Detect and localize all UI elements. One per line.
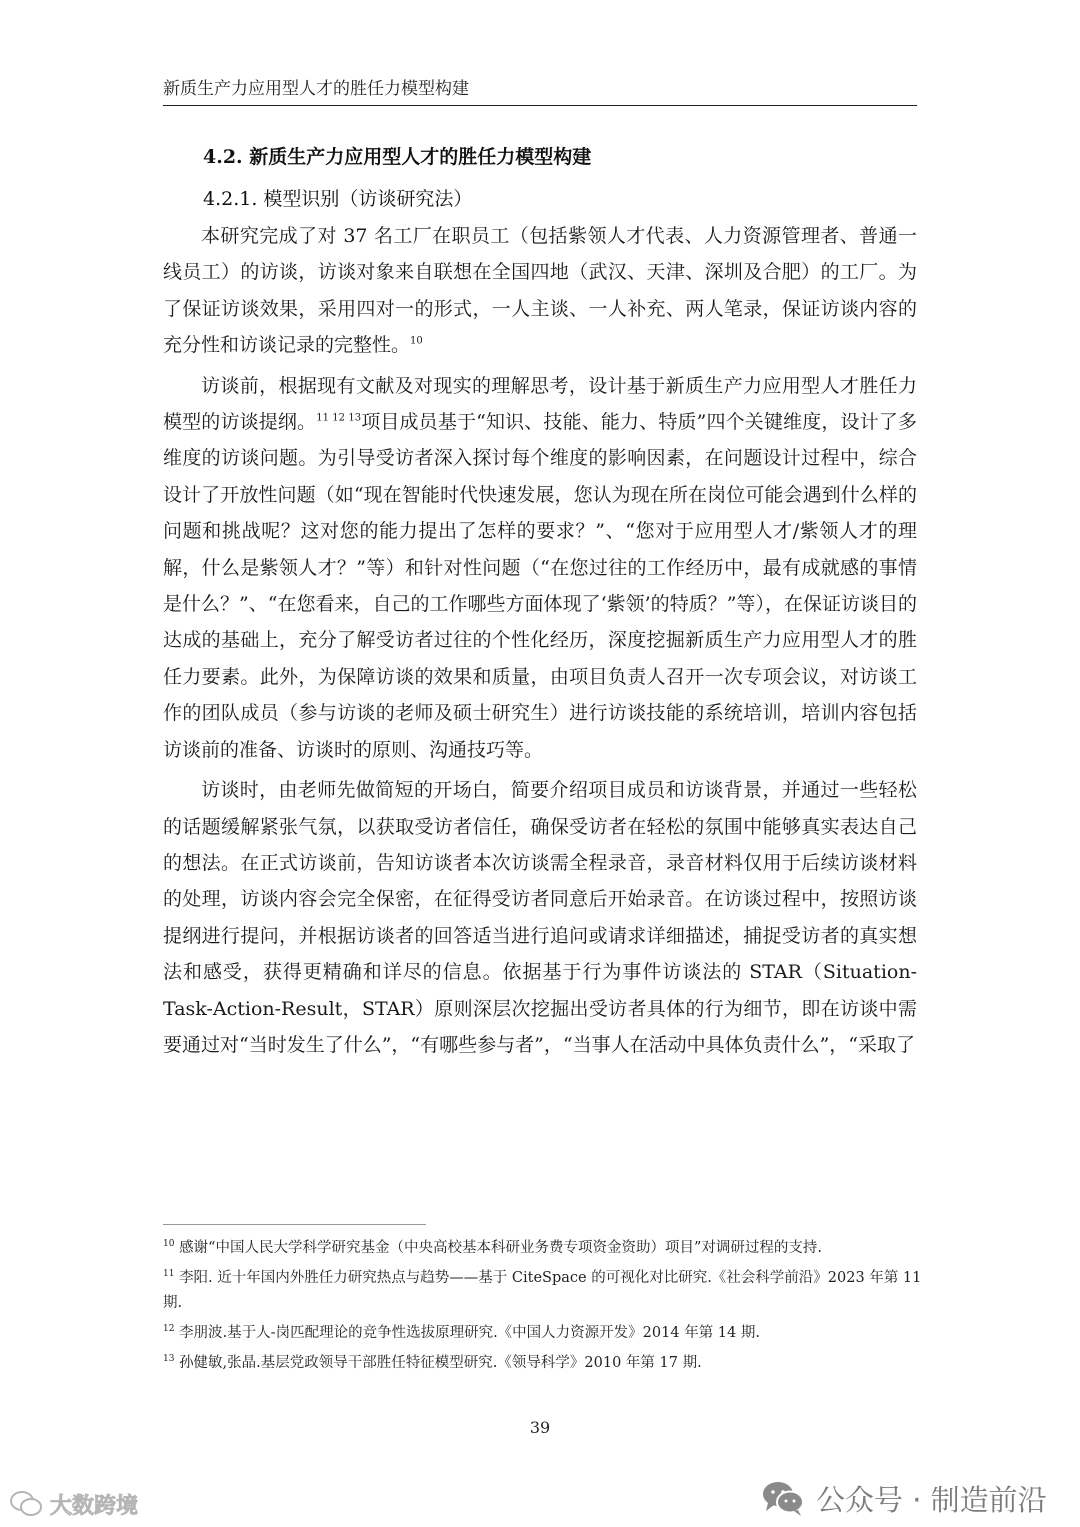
footnote-text: 感谢“中国人民大学科学研究基金（中央高校基本科研业务费专项资金资助）项目”对调研过程的支持. <box>179 1240 822 1256</box>
footnote-text: 李阳. 近十年国内外胜任力研究热点与趋势——基于 CiteSpace 的可视化对比研究.《社会科学前沿》2023 年第 11 期. <box>163 1270 922 1311</box>
paragraph-3-text: 访谈时，由老师先做简短的开场白，简要介绍项目成员和访谈背景，并通过一些轻松的话题缓解紧张气氛，以获取受访者信任，确保受访者在轻松的氛围中能够真实表达自己的想法。在正式访谈前，告知访谈者本次访谈需全程录音，录音材料仅用于后续访谈材料的处理，访谈内容会完全保密，在征得受访者同意后开始录音。在访谈过程中，按照访谈提纲进行提问，并根据访谈者的回答适当进行追问或请求详细描述，捕捉受访者的真实想法和感受，获得更精确和详尽的信息。依据基于行为事件访谈法的 STAR（Situation-Task-Action-Result，STAR）原则深层次挖掘出受访者具体的行为细节，即在访谈中需要通过对“当时发生了什么”，“有哪些参与者”，“当事人在活动中具体负责什么”，“采取了 <box>163 779 917 1056</box>
footnote-11 <box>163 1266 923 1316</box>
paragraph-1 <box>163 218 917 364</box>
footnote-text: 李朋波.基于人-岗匹配理论的竞争性选拔原理研究.《中国人力资源开发》2014 年第 14 期. <box>179 1325 760 1341</box>
watermark-text: 公众号 · 制造前沿 <box>816 1482 1047 1517</box>
wechat-icon <box>8 1489 44 1519</box>
footnote-divider <box>163 1224 426 1225</box>
wechat-icon <box>760 1478 806 1518</box>
paragraph-1-text: 本研究完成了对 37 名工厂在职员工（包括紫领人才代表、人力资源管理者、普通一线员工）的访谈，访谈对象来自联想在全国四地（武汉、天津、深圳及合肥）的工厂。为了保证访谈效果，采用四对一的形式，一人主谈、一人补充、两人笔录，保证访谈内容的充分性和访谈记录的完整性。 <box>163 225 917 357</box>
footnote-number: 10 <box>163 1239 175 1250</box>
running-title: 新质生产力应用型人才的胜任力模型构建 <box>163 79 469 99</box>
watermark-brand <box>8 1487 138 1521</box>
footnote-ref-10: 10 <box>410 335 423 347</box>
footnote-refs-11-13: 11 12 13 <box>316 412 362 424</box>
body-text <box>163 218 917 1067</box>
footnote-number: 12 <box>163 1324 175 1335</box>
footnote-number: 11 <box>163 1269 175 1280</box>
paragraph-2-text-b: 项目成员基于“知识、技能、能力、特质”四个关键维度，设计了多维度的访谈问题。为引导受访者深入探讨每个维度的影响因素，在问题设计过程中，综合设计了开放性问题（如“现在智能时代快速发展，您认为现在所在岗位可能会遇到什么样的问题和挑战呢？这对您的能力提出了怎样的要求？”、“您对于应用型人才/紫领人才的理解，什么是紫领人才？”等）和针对性问题（“在您过往的工作经历中，最有成就感的事情是什么？”、“在您看来，自己的工作哪些方面体现了‘紫领’的特质？”等），在保证访谈目的达成的基础上，充分了解受访者过往的个性化经历，深度挖掘新质生产力应用型人才的胜任力要素。此外，为保障访谈的效果和质量，由项目负责人召开一次专项会议，对访谈工作的团队成员（参与访谈的老师及硕士研究生）进行访谈技能的系统培训，培训内容包括访谈前的准备、访谈时的原则、沟通技巧等。 <box>163 411 918 761</box>
subsection-heading: 4.2.1. 模型识别（访谈研究法） <box>203 188 473 210</box>
watermark-wechat-account <box>760 1474 1047 1522</box>
running-header <box>163 74 917 106</box>
footnote-number: 13 <box>163 1354 175 1365</box>
page-number: 39 <box>529 1418 551 1437</box>
footnotes <box>163 1236 923 1381</box>
paragraph-2-text-a: 访谈前，根据现有文献及对现实的理解思考，设计基于新质生产力应用型人才胜任力模型的访谈提纲。 <box>163 374 917 434</box>
footnote-13 <box>163 1351 923 1376</box>
footnote-12 <box>163 1321 923 1346</box>
watermark-text: 大数跨境 <box>50 1493 139 1519</box>
footnote-text: 孙健敏,张晶.基层党政领导干部胜任特征模型研究.《领导科学》2010 年第 17 期. <box>179 1355 702 1371</box>
paragraph-3 <box>163 772 917 1063</box>
footnote-10 <box>163 1236 923 1261</box>
section-heading: 4.2. 新质生产力应用型人才的胜任力模型构建 <box>203 146 592 168</box>
paragraph-2 <box>163 368 917 768</box>
